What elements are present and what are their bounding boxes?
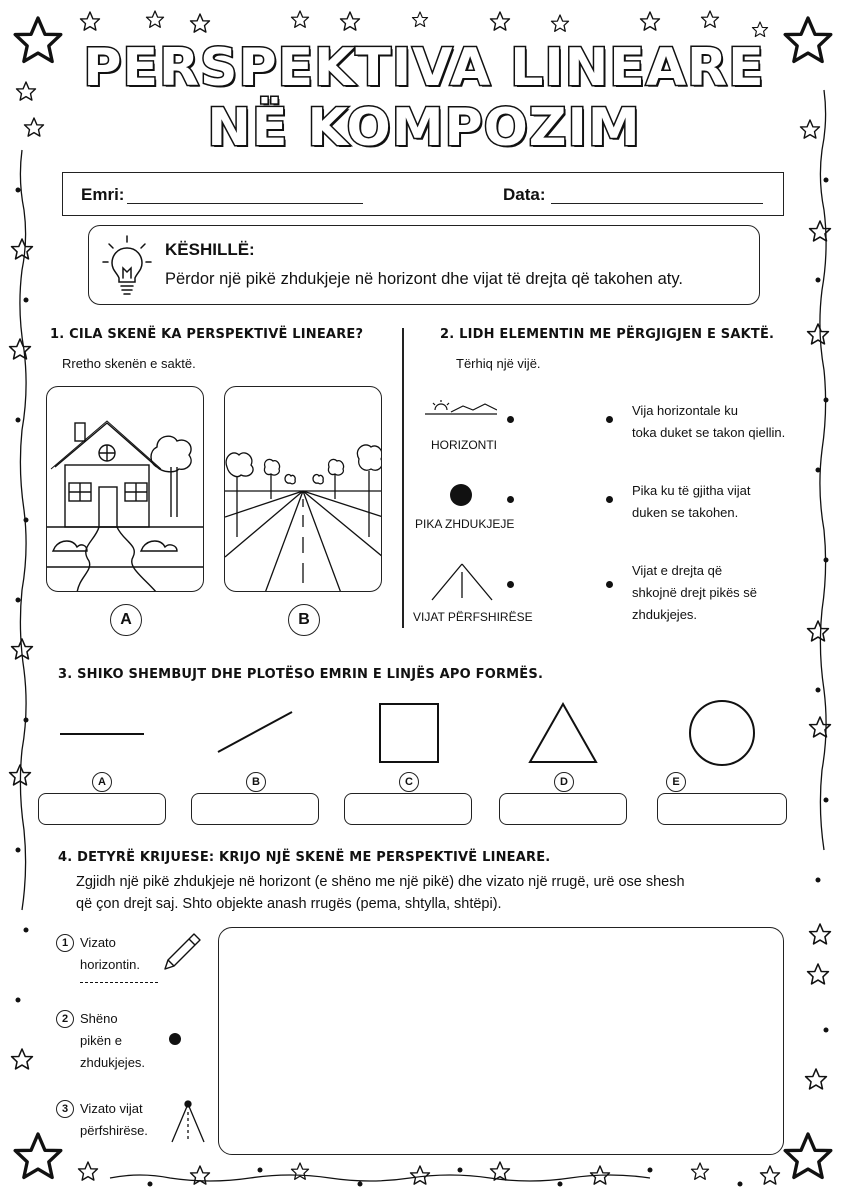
answer-box-d[interactable] <box>499 793 627 825</box>
tip-heading: KËSHILLË: <box>165 240 255 259</box>
step-1-number: 1 <box>56 934 74 952</box>
q3-label-e: E <box>666 772 686 792</box>
q4-text-line2: që çon drejt saj. Shto objekte anash rrugës (pema, shtylla, shtëpi). <box>76 896 502 912</box>
step-3-number: 3 <box>56 1100 74 1118</box>
match-dot-left-3[interactable] <box>507 581 514 588</box>
house-scene-image <box>47 387 204 592</box>
q4-text-line1: Zgjidh një pikë zhdukjeje në horizont (e shëno me një pikë) dhe vizato një rrugë, urë ose shesh <box>76 874 685 890</box>
q3-shapes <box>50 698 770 768</box>
name-label: Emri: <box>81 185 125 204</box>
horizon-sun-icon <box>425 398 497 420</box>
step-1-text: Vizato horizontin. <box>80 935 140 972</box>
q3-label-b: B <box>246 772 266 792</box>
option-b-circle[interactable]: B <box>288 604 320 636</box>
step-2-number: 2 <box>56 1010 74 1028</box>
pencil-icon <box>158 930 204 974</box>
q2-instruction: Tërhiq një vijë. <box>456 356 541 371</box>
vanishing-dot-icon <box>169 1033 181 1045</box>
q2-right-2: Pika ku të gjitha vijat duken se takohen. <box>632 483 751 520</box>
match-dot-left-2[interactable] <box>507 496 514 503</box>
answer-box-e[interactable] <box>657 793 787 825</box>
converging-lines-icon <box>428 562 496 602</box>
tip-text: Përdor një pikë zhdukjeje në horizont dhe vijat të drejta që takohen aty. <box>165 270 683 288</box>
q3-label-a: A <box>92 772 112 792</box>
q2-right-3: Vijat e drejta që shkojnë drejt pikës së zhdukjejes. <box>632 563 758 622</box>
square-shape <box>380 704 438 762</box>
name-field[interactable] <box>127 203 363 204</box>
answer-box-b[interactable] <box>191 793 319 825</box>
date-field[interactable] <box>551 203 763 204</box>
vanishing-point-icon <box>450 484 472 506</box>
q2-left-horizon: HORIZONTI <box>431 438 497 452</box>
answer-box-c[interactable] <box>344 793 472 825</box>
match-dot-right-1[interactable] <box>606 416 613 423</box>
q2-title: 2. LIDH ELEMENTIN ME PËRGJIGJEN E SAKTË. <box>440 327 775 342</box>
step-2-text: Shëno pikën e zhdukjejes. <box>80 1011 146 1070</box>
step-3-text: Vizato vijat përfshirëse. <box>80 1101 148 1138</box>
tip-box <box>88 225 760 305</box>
diagonal-line-shape <box>218 712 292 752</box>
triangle-shape <box>530 704 596 762</box>
date-label: Data: <box>503 185 546 204</box>
q3-label-c: C <box>399 772 419 792</box>
q2-right-1: Vija horizontale ku toka duket se takon qiellin. <box>632 403 786 440</box>
q2-left-converging-lines: VIJAT PËRFSHIRËSE <box>413 610 533 624</box>
match-dot-right-2[interactable] <box>606 496 613 503</box>
circle-shape <box>690 701 754 765</box>
q1-instruction: Rretho skenën e saktë. <box>62 356 196 371</box>
page-title-line1: PERSPEKTIVA LINEARE <box>83 38 765 98</box>
column-divider <box>402 328 404 628</box>
q2-left-vanishing-point: PIKA ZHDUKJEJE <box>415 517 515 531</box>
q4-title: 4. DETYRË KRIJUESE: KRIJO NJË SKENË ME PERSPEKTIVË LINEARE. <box>58 850 551 865</box>
option-a-circle[interactable]: A <box>110 604 142 636</box>
road-scene-image <box>225 387 382 592</box>
scene-b-road[interactable] <box>224 386 382 592</box>
q1-title: 1. CILA SKENË KA PERSPEKTIVË LINEARE? <box>50 327 364 342</box>
match-dot-right-3[interactable] <box>606 581 613 588</box>
q3-label-d: D <box>554 772 574 792</box>
converging-lines-small-icon <box>168 1098 208 1144</box>
scene-a-house[interactable] <box>46 386 204 592</box>
page-title-line2: NË KOMPOZIM <box>207 98 641 158</box>
answer-box-a[interactable] <box>38 793 166 825</box>
lightbulb-icon <box>101 234 153 296</box>
match-dot-left-1[interactable] <box>507 416 514 423</box>
horizon-dash-line <box>80 982 158 983</box>
q3-title: 3. SHIKO SHEMBUJT DHE PLOTËSO EMRIN E LINJËS APO FORMËS. <box>58 667 544 682</box>
name-date-box <box>62 172 784 216</box>
drawing-area[interactable] <box>218 927 784 1155</box>
